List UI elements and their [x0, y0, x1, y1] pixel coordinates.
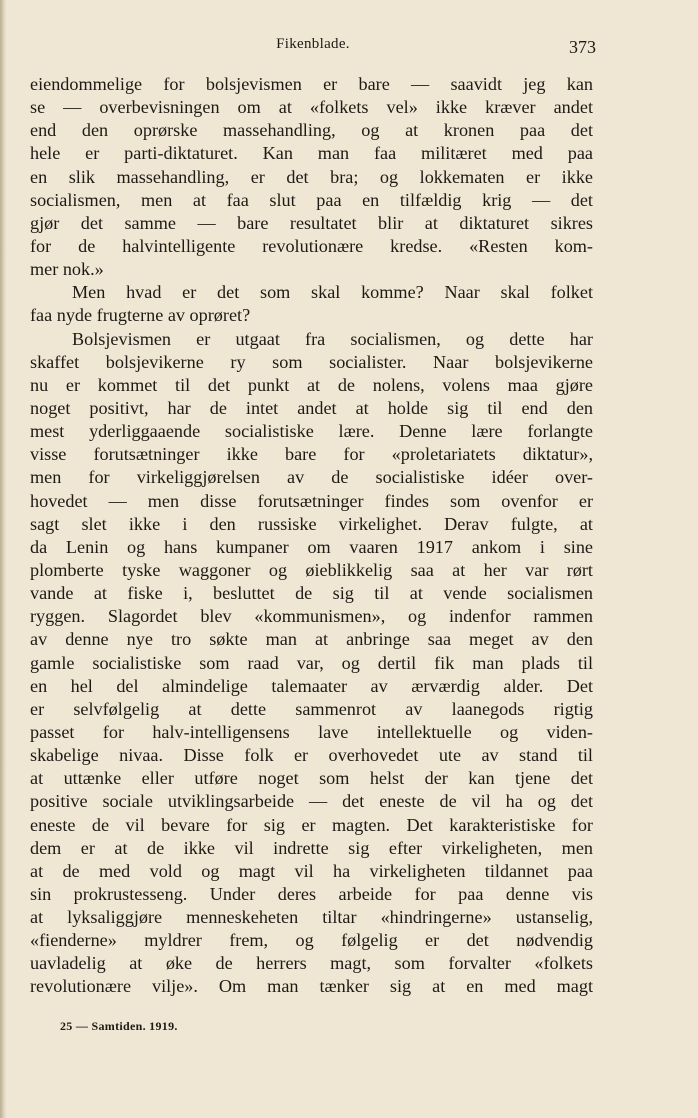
text-line: men for virkeliggjørelsen av de socialistiske idéer over- [30, 467, 593, 488]
text-line: at lyksaliggjøre menneskeheten tiltar «hindringerne» ustanselig, [30, 907, 593, 928]
text-line: end den oprørske massehandling, og at kronen paa det [30, 120, 593, 141]
signature-mark: 25 — Samtiden. 1919. [60, 1019, 178, 1033]
page-header [30, 36, 596, 58]
text-line: passet for halv-intelligensens lave intellektuelle og viden- [30, 721, 593, 742]
paragraph-end-line: faa nyde frugterne av oprøret? [30, 305, 251, 326]
text-line: at uttænke eller utføre noget som helst der kan tjene det [30, 768, 593, 789]
text-line: visse forutsætninger ikke bare for «proletariatets diktatur», [30, 444, 593, 465]
text-line: sagt slet ikke i den russiske virkelighet. Derav fulgte, at [30, 513, 593, 534]
running-title: Fikenblade. [276, 36, 350, 52]
text-line: at de med vold og magt vil ha virkeligheten tildannet paa [30, 860, 593, 881]
text-line: revolutionære vilje». Om man tænker sig at en med magt [30, 976, 593, 997]
text-line: skabelige nivaa. Disse folk er overhovedet ute av stand til [30, 745, 593, 766]
text-line: ryggen. Slagordet blev «kommunismen», og indenfor rammen [30, 606, 593, 627]
text-line: da Lenin og hans kumpaner om vaaren 1917 ankom i sine [30, 536, 593, 557]
body-text [30, 73, 593, 999]
text-line: en slik massehandling, er det bra; og lokkematen er ikke [30, 166, 593, 187]
text-line: «fienderne» myldrer frem, og følgelig er det nødvendig [30, 930, 593, 951]
text-line: socialismen, men at faa slut paa en tilfældig krig — det [30, 189, 593, 210]
text-line: nu er kommet til det punkt at de nolens, volens maa gjøre [30, 374, 593, 395]
text-line: positive sociale utviklingsarbeide — det eneste de vil ha og det [30, 791, 593, 812]
text-line: for de halvintelligente revolutionære kredse. «Resten kom- [30, 235, 593, 256]
text-line: hele er parti-diktaturet. Kan man faa militæret med paa [30, 143, 593, 164]
text-line: uavladelig at øke de herrers magt, som forvalter «folkets [30, 953, 593, 974]
text-line: gamle socialistiske som raad var, og dertil fik man plads til [30, 652, 593, 673]
text-line: plomberte tyske waggoner og øieblikkelig saa at her var rørt [30, 559, 593, 580]
text-line: en hel del almindelige talemaater av ærværdig alder. Det [30, 675, 593, 696]
text-line: sin prokrustesseng. Under deres arbeide for paa denne vis [30, 883, 593, 904]
paragraph-start-line: Men hvad er det som skal komme? Naar skal folket [72, 282, 593, 303]
text-line: skaffet bolsjevikerne ry som socialister. Naar bolsjevikerne [30, 351, 593, 372]
paragraph-start-line: Bolsjevismen er utgaat fra socialismen, og dette har [72, 328, 593, 349]
text-line: se — overbevisningen om at «folkets vel» ikke kræver andet [30, 97, 593, 118]
text-line: mest yderliggaaende socialistiske lære. Denne lære forlangte [30, 421, 593, 442]
text-line: eiendommelige for bolsjevismen er bare — saavidt jeg kan [30, 74, 593, 94]
text-line: hovedet — men disse forutsætninger findes som ovenfor er [30, 490, 593, 511]
text-line: eneste de vil bevare for sig er magten. Det karakteristiske for [30, 814, 593, 835]
page-number: 373 [569, 37, 596, 57]
page-edge-shadow [0, 0, 7, 1118]
text-line: er selvfølgelig at dette sammenrot av laanegods rigtig [30, 698, 593, 719]
paragraph-end-line: mer nok.» [30, 259, 104, 280]
text-line: noget positivt, har de intet andet at holde sig til end den [30, 397, 593, 418]
text-line: gjør det samme — bare resultatet blir at diktaturet sikres [30, 212, 593, 233]
text-line: vande at fiske i, besluttet de sig til at vende socialismen [30, 583, 593, 604]
text-line: dem er at de ikke vil indrette sig efter virkeligheten, men [30, 837, 593, 858]
text-line: av denne nye tro søkte man at anbringe saa meget av den [30, 629, 593, 650]
